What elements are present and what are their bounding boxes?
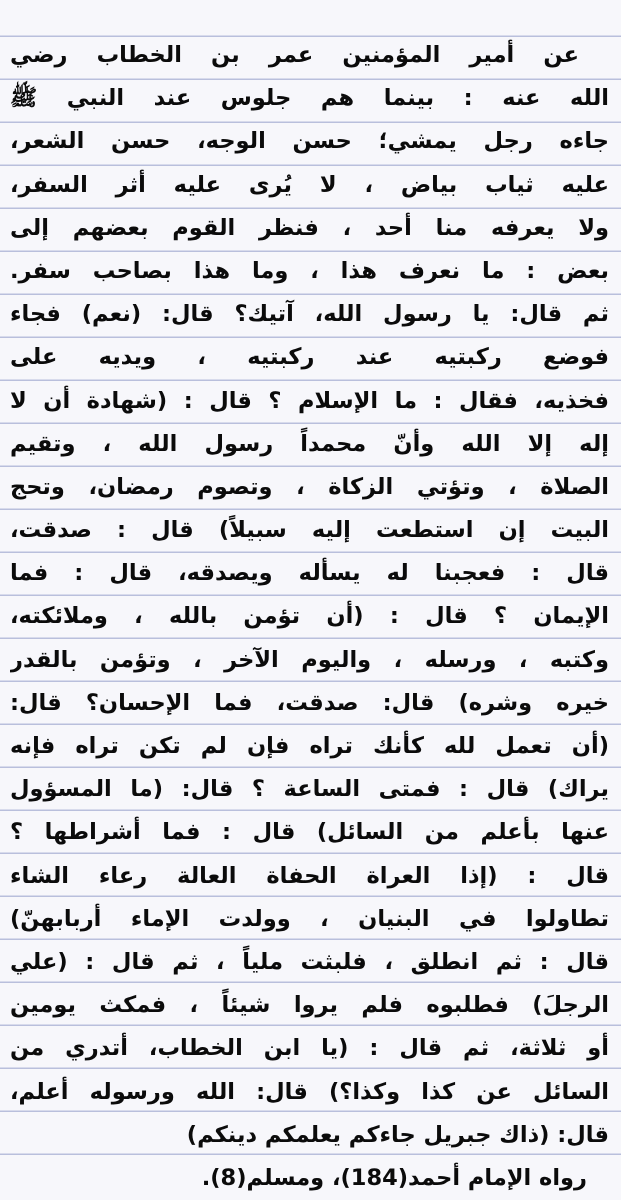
- text-line-21: تطاولوا في البنيان ، وولدت الإماء أربابهنّ): [10, 905, 609, 932]
- text-line-15: وكتبه ، ورسله ، واليوم الآخر ، وتؤمن بالقدر: [10, 646, 609, 673]
- text-line-13: قال : فعجبنا له يسأله ويصدقه، قال : فما: [10, 560, 609, 587]
- text-line-8: فوضع ركبتيه عند ركبتيه ، ويديه على: [10, 344, 609, 371]
- text-line-18: يراك) قال : فمتى الساعة ؟ قال: (ما المسؤول: [10, 776, 609, 803]
- text-line-14: الإيمان ؟ قال : (أن تؤمن بالله ، وملائكته،: [10, 603, 609, 630]
- text-line-11: الصلاة ، وتؤتي الزكاة ، وتصوم رمضان، وتحج: [10, 473, 609, 500]
- text-line-17: (أن تعمل لله كأنك تراه فإن لم تكن تراه فإنه: [10, 733, 609, 759]
- text-line-2: الله عنه : بينما هم جلوس عند النبي ﷺ: [10, 85, 609, 112]
- text-line-5: ولا يعرفه منا أحد ، فنظر القوم بعضهم إلى: [10, 214, 609, 241]
- text-line-22: قال : ثم انطلق ، فلبثت ملياً ، ثم قال : (علي: [10, 948, 609, 975]
- text-line-10: إله إلا الله وأنّ محمداً رسول الله ، وتقيم: [10, 430, 609, 457]
- source-citation: رواه الإمام أحمد(184)، ومسلم(8).: [201, 1164, 587, 1191]
- text-line-23: الرجلَ) فطلبوه فلم يروا شيئاً ، فمكث يومين: [10, 992, 609, 1019]
- text-line-19: عنها بأعلم من السائل) قال : فما أشراطها ؟: [10, 819, 609, 846]
- text-line-6: بعض : ما نعرف هذا ، وما هذا بصاحب سفر.: [10, 257, 609, 284]
- text-line-1: عن أمير المؤمنين عمر بن الخطاب رضي: [10, 42, 579, 68]
- text-line-25: السائل عن كذا وكذا؟) قال: الله ورسوله أعلم،: [10, 1078, 609, 1105]
- text-line-7: ثم قال: يا رسول الله، آتيك؟ قال: (نعم) فجاء: [10, 301, 609, 328]
- text-line-12: البيت إن استطعت إليه سبيلاً) قال : صدقت،: [10, 517, 609, 544]
- text-line-26: قال: (ذاك جبريل جاءكم يعلمكم دينكم): [186, 1121, 609, 1148]
- text-line-9: فخذيه، فقال : ما الإسلام ؟ قال : (شهادة أن لا: [10, 387, 609, 414]
- text-line-24: أو ثلاثة، ثم قال : (يا ابن الخطاب، أتدري من: [10, 1035, 609, 1062]
- text-line-4: عليه ثياب بياض ، لا يُرى عليه أثر السفر،: [10, 171, 609, 198]
- text-line-3: جاءه رجل يمشي؛ حسن الوجه، حسن الشعر،: [10, 128, 609, 155]
- text-line-16: خيره وشره) قال: صدقت، فما الإحسان؟ قال:: [10, 689, 609, 716]
- text-line-20: قال : (إذا العراة الحفاة العالة رعاء الشاء: [10, 862, 609, 889]
